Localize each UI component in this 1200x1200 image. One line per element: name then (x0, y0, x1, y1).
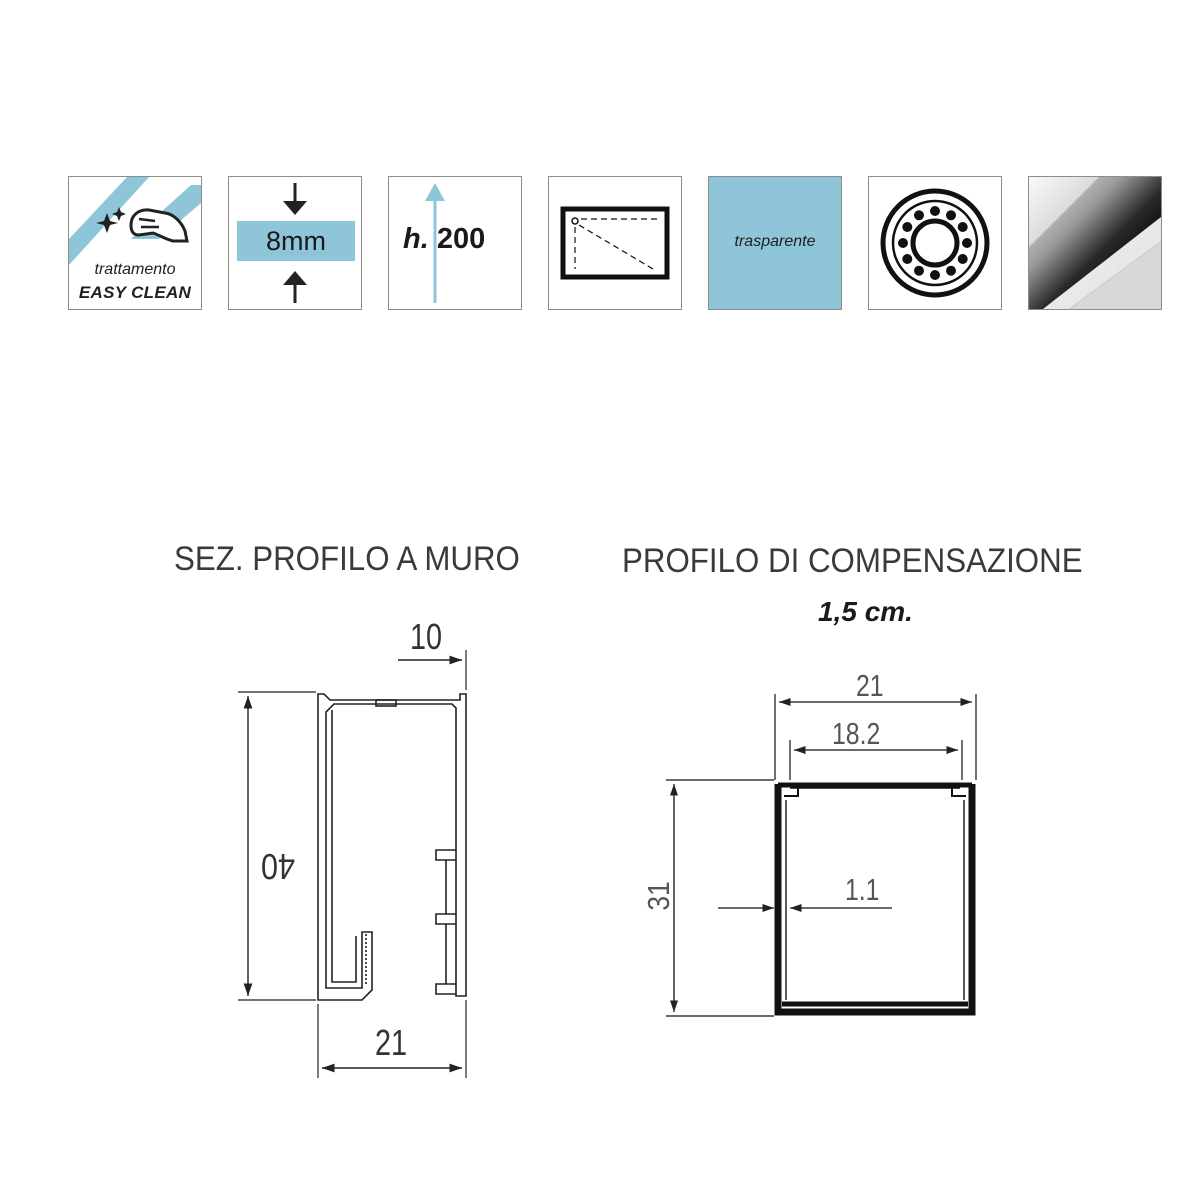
comp-dim-wall: 1.1 (845, 872, 880, 907)
wall-dim-bottom: 21 (375, 1022, 408, 1063)
compensation-profile-subtitle: 1,5 cm. (818, 596, 913, 627)
easy-clean-line1: trattamento (94, 261, 176, 278)
easy-clean-line2: EASY CLEAN (78, 283, 192, 302)
wall-dim-height: 40 (260, 846, 295, 887)
height-value: 200 (436, 223, 486, 255)
thickness-value: 8mm (237, 221, 355, 261)
compensation-profile-title: PROFILO DI COMPENSAZIONE (622, 542, 1083, 580)
comp-dim-height: 31 (641, 881, 676, 911)
comp-dim-outer-width: 21 (856, 668, 884, 703)
glass-label: trasparente (734, 233, 816, 250)
wall-profile-title: SEZ. PROFILO A MURO (174, 540, 520, 578)
wall-dim-top: 10 (410, 616, 443, 657)
height-prefix: h. (403, 223, 429, 255)
compensation-profile-drawing (666, 694, 976, 1016)
comp-dim-inner-width: 18.2 (832, 716, 881, 751)
